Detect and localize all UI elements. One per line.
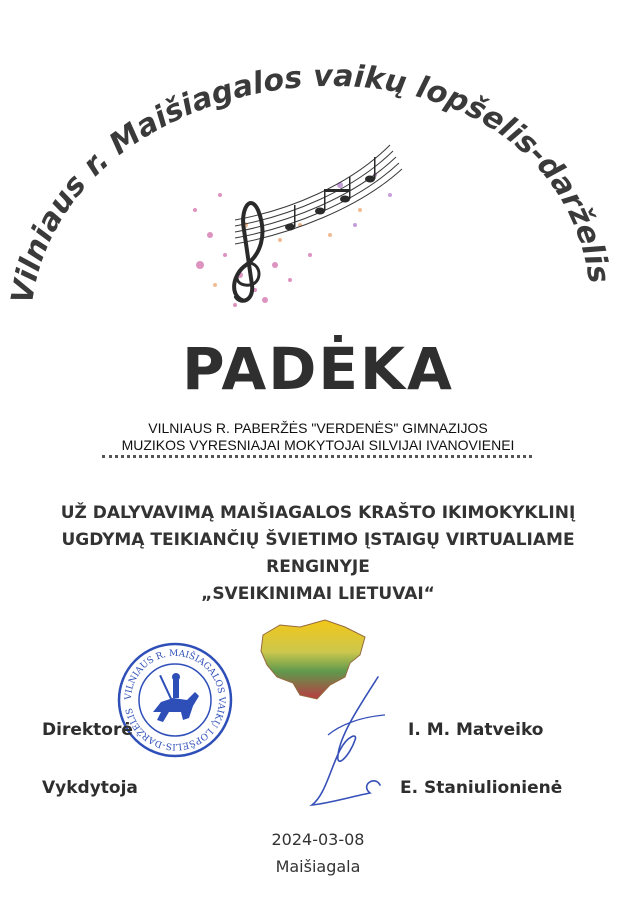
reason-line-4: „SVEIKINIMAI LIETUVAI“ — [201, 584, 435, 604]
executor-role: Vykdytoja — [42, 778, 138, 798]
stamp-ring-text: VILNIAUS R. MAIŠIAGALOS VAIKŲ LOPŠELIS-DARŽELIS — [123, 648, 227, 752]
treble-clef-with-notes-icon — [180, 115, 420, 315]
reason-line-3: RENGINYJE — [266, 557, 370, 577]
executor-name: E. Staniulionienė — [400, 778, 563, 798]
recipient-line-2: MUZIKOS VYRESNIAJAI MOKYTOJAI SILVIJAI IVANOVIENEI — [121, 437, 515, 453]
kindergarten-seal-icon — [115, 640, 235, 760]
reason-line-2: UGDYMĄ TEIKIANČIŲ ŠVIETIMO ĮSTAIGŲ VIRTUALIAME — [61, 530, 575, 550]
document-title: PADĖKA — [182, 335, 454, 403]
recipient-line-1: VILNIAUS R. PABERŽĖS "VERDENĖS" GIMNAZIJOS — [148, 420, 488, 436]
reason-line-1: UŽ DALYVAVIMĄ MAIŠIAGALOS KRAŠTO IKIMOKYKLINĮ — [60, 503, 576, 523]
institution-arc-text: Vilniaus r. Maišiagalos vaikų lopšelis-darželis — [4, 58, 617, 307]
director-role: Direktorė — [42, 720, 133, 740]
dotted-divider — [102, 455, 532, 458]
director-name: I. M. Matveiko — [408, 720, 544, 740]
recipient-block — [0, 420, 636, 454]
handwritten-signature — [300, 675, 400, 815]
document-place: Maišiagala — [275, 857, 361, 876]
document-date: 2024-03-08 — [271, 830, 365, 849]
reason-block — [0, 500, 636, 608]
